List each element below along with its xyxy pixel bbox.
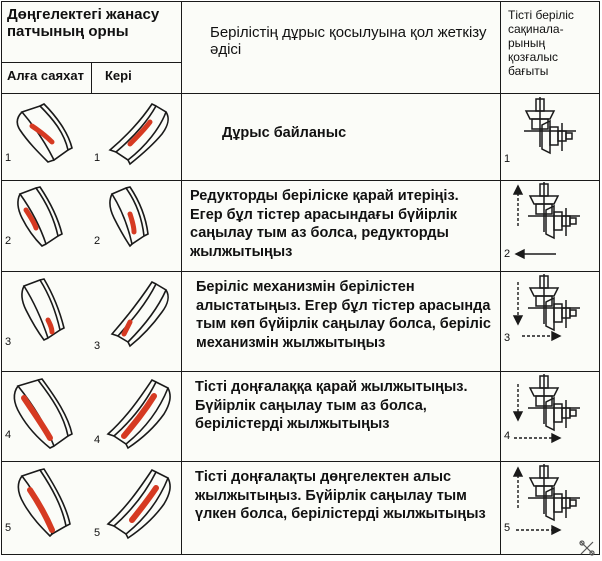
row-1-method: Дұрыс байланыс bbox=[222, 125, 347, 141]
row-divider bbox=[2, 271, 599, 272]
row-divider bbox=[2, 371, 599, 372]
tooth-contact-icon bbox=[98, 276, 178, 356]
header-contact-location: Дөңгелектегі жанасу патчының орны bbox=[7, 6, 160, 40]
row-5-fwd-number: 5 bbox=[5, 522, 12, 534]
row-3-method: Беріліс механизмін берілістен алыстатыңыз. Егер бұл тістер арасында тым көп бүйірлік саңылау болса, беріліс механизмін жылжытыңыз bbox=[196, 279, 491, 351]
row-divider bbox=[2, 62, 181, 63]
row-2-method: Редукторды берілiске қарай итеріңіз. Егер бұл тістер арасындағы бүйірлік саңылау тым аз болса, редукторды жылжытыңыз bbox=[190, 188, 459, 260]
row-1-gear-number: 1 bbox=[504, 153, 511, 165]
row-3-gear-number: 3 bbox=[504, 332, 511, 344]
tooth-contact-icon bbox=[10, 184, 82, 264]
header-reverse: Кері bbox=[105, 68, 132, 83]
column-divider bbox=[91, 62, 92, 93]
row-divider bbox=[2, 180, 599, 181]
tooth-contact-icon bbox=[8, 376, 88, 458]
row-4-rev-number: 4 bbox=[94, 434, 101, 446]
gear-pair-icon bbox=[510, 182, 590, 266]
row-3-fwd-number: 3 bbox=[5, 336, 12, 348]
gear-pair-icon bbox=[510, 464, 590, 548]
row-3-rev-number: 3 bbox=[94, 340, 101, 352]
tooth-contact-icon bbox=[98, 376, 180, 458]
gear-pair-icon bbox=[510, 274, 590, 358]
row-divider bbox=[2, 461, 599, 462]
row-5-rev-number: 5 bbox=[94, 527, 101, 539]
tooth-contact-icon bbox=[100, 98, 180, 176]
row-2-rev-number: 2 bbox=[94, 235, 101, 247]
row-4-fwd-number: 4 bbox=[5, 429, 12, 441]
tooth-contact-icon bbox=[98, 466, 180, 548]
row-1-rev-number: 1 bbox=[94, 152, 101, 164]
column-divider bbox=[500, 2, 501, 554]
header-method: Берілістің дұрыс қосылуына қол жеткізу әдісі bbox=[210, 24, 487, 58]
row-2-fwd-number: 2 bbox=[5, 235, 12, 247]
watermark-logo-icon bbox=[578, 539, 596, 557]
header-gear-direction: Тісті беріліс сақинала-рының қозғалыс бағыты bbox=[508, 8, 574, 78]
tooth-contact-icon bbox=[8, 98, 88, 176]
column-divider bbox=[181, 2, 182, 554]
row-4-gear-number: 4 bbox=[504, 430, 511, 442]
tooth-contact-icon bbox=[100, 184, 172, 264]
row-4-method: Тісті доңғалаққа қарай жылжытыңыз. Бүйірлік саңылау тым аз болса, берілістерді жылжытыңыз bbox=[195, 379, 468, 432]
header-forward: Алға саяхат bbox=[7, 68, 84, 83]
row-1-fwd-number: 1 bbox=[5, 152, 12, 164]
row-divider bbox=[2, 93, 599, 94]
row-5-method: Тісті доңғалақты дөңгелектен алыс жылжытыңыз. Бүйірлік саңылау тым үлкен болса, берілістерді жылжытыңыз bbox=[195, 469, 486, 522]
row-2-gear-number: 2 bbox=[504, 248, 511, 260]
gear-pair-icon bbox=[510, 374, 590, 456]
tooth-contact-icon bbox=[10, 466, 88, 546]
gear-pair-icon bbox=[514, 97, 586, 175]
tooth-contact-icon bbox=[12, 276, 84, 356]
row-5-gear-number: 5 bbox=[504, 522, 511, 534]
